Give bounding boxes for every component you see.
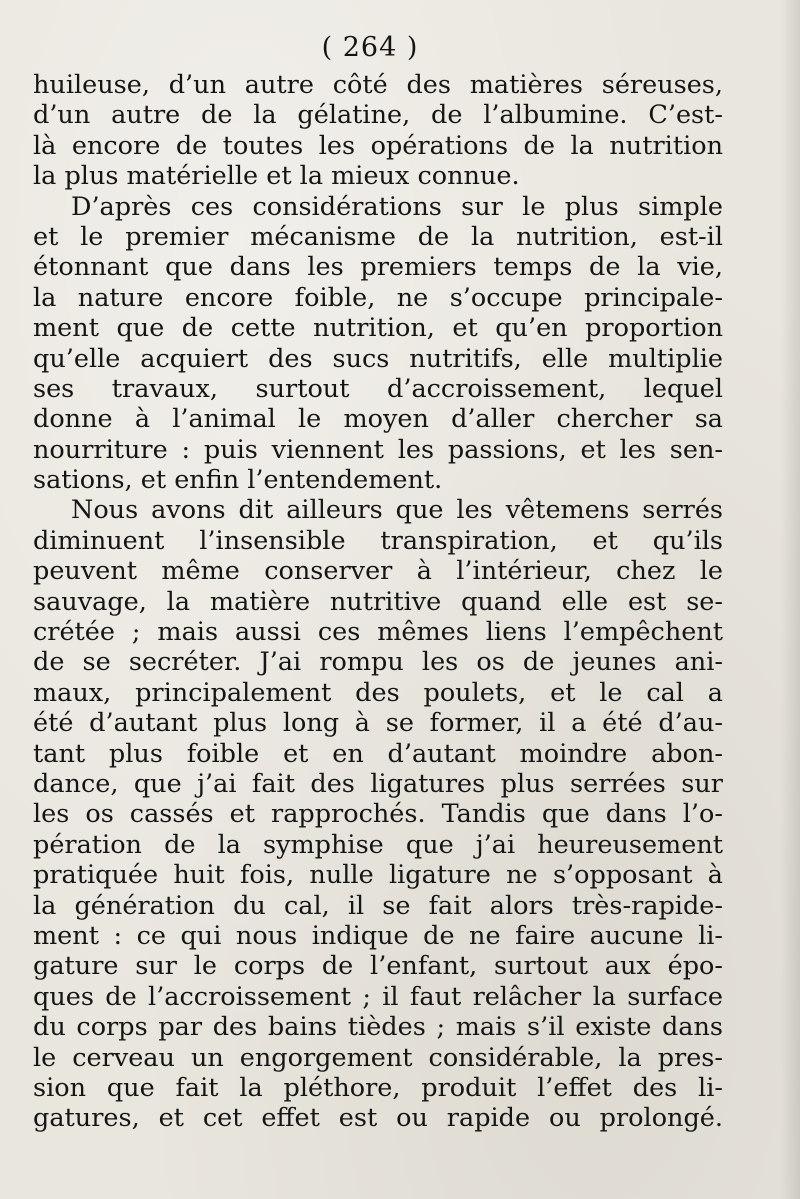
text-line: tant plus foible et en d’autant moindre abon-: [33, 738, 723, 769]
text-line: crétée ; mais aussi ces mêmes liens l’empêchent: [33, 617, 723, 648]
text-line: pratiquée huit fois, nulle ligature ne s’opposant à: [33, 860, 723, 891]
text-line: été d’autant plus long à se former, il a été d’au-: [33, 708, 723, 739]
text-line: la nature encore foible, ne s’occupe principale-: [33, 282, 723, 313]
text-line: diminuent l’insensible transpiration, et qu’ils: [33, 525, 723, 556]
text-line: ques de l’accroissement ; il faut relâcher la surface: [33, 981, 723, 1012]
text-line: ment que de cette nutrition, et qu’en proportion: [33, 313, 723, 344]
text-line: maux, principalement des poulets, et le cal a: [33, 677, 723, 708]
text-line: là encore de toutes les opérations de la nutrition: [33, 130, 723, 161]
text-line: sauvage, la matière nutritive quand elle est se-: [33, 586, 723, 617]
body-text: [33, 70, 723, 1134]
text-line: sion que fait la pléthore, produit l’effet des li-: [33, 1072, 723, 1103]
text-line: de se secréter. J’ai rompu les os de jeunes ani-: [33, 647, 723, 678]
text-line: gature sur le corps de l’enfant, surtout aux épo-: [33, 951, 723, 982]
text-line: d’un autre de la gélatine, de l’albumine. C’est-: [33, 100, 723, 131]
text-line: qu’elle acquiert des sucs nutritifs, elle multiplie: [33, 343, 723, 374]
text-line: ment : ce qui nous indique de ne faire aucune li-: [33, 920, 723, 951]
text-line: les os cassés et rapprochés. Tandis que dans l’o-: [33, 799, 723, 830]
text-line: dance, que j’ai fait des ligatures plus serrées sur: [33, 768, 723, 799]
text-line: le cerveau un engorgement considérable, la pres-: [33, 1042, 723, 1073]
text-line: huileuse, d’un autre côté des matières séreuses,: [33, 70, 723, 100]
text-line: nourriture : puis viennent les passions, et les sen-: [33, 434, 723, 465]
text-line: gatures, et cet effet est ou rapide ou prolongé.: [33, 1103, 723, 1134]
page-edge-shadow: [780, 0, 800, 1199]
text-line: sations, et enfin l’entendement.: [33, 465, 443, 496]
text-line: la génération du cal, il se fait alors très-rapide-: [33, 890, 723, 921]
text-line: peuvent même conserver à l’intérieur, chez le: [33, 556, 723, 587]
text-line: du corps par des bains tièdes ; mais s’il existe dans: [33, 1012, 723, 1043]
paragraph-start-line: D’après ces considérations sur le plus simple: [71, 191, 723, 222]
text-line: donne à l’animal le moyen d’aller chercher sa: [33, 404, 723, 435]
page-number: ( 264 ): [321, 32, 419, 63]
text-line: ses travaux, surtout d’accroissement, lequel: [33, 373, 723, 404]
text-line: pération de la symphise que j’ai heureusement: [33, 829, 723, 860]
text-line: la plus matérielle et la mieux connue.: [33, 161, 520, 192]
text-line: et le premier mécanisme de la nutrition, est-il: [33, 221, 723, 252]
text-line: étonnant que dans les premiers temps de la vie,: [33, 252, 723, 283]
paragraph-start-line: Nous avons dit ailleurs que les vêtemens serrés: [71, 495, 723, 526]
